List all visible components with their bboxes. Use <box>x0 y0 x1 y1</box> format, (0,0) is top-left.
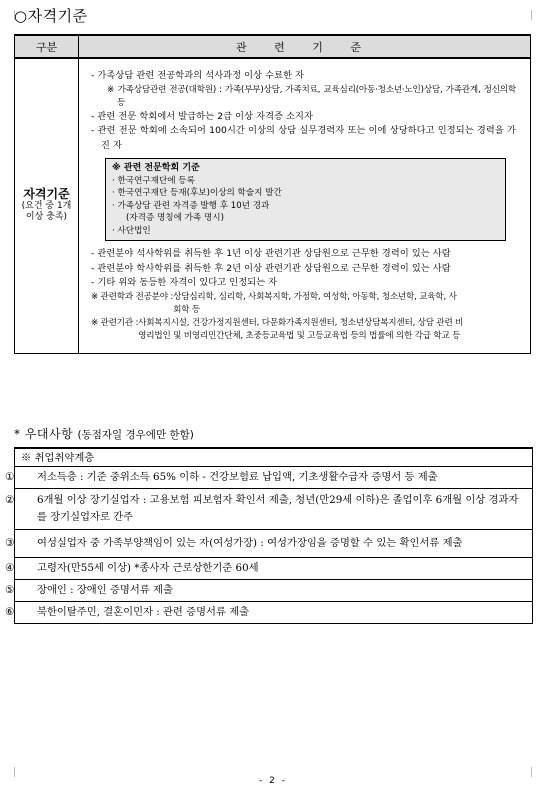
preference-item: ② 6개월 이상 장기실업자 : 고용보험 피보험자 확인서 제출, 청년(만29세 이하)은 졸업이후 6개월 이상 경과자를 장기실업자로 간주 <box>15 489 533 530</box>
table-row <box>15 58 531 353</box>
society-criteria-item: (자격증 명칭에 가족 명시) <box>126 213 224 223</box>
society-criteria-item: · 가족상담 관련 자격증 발행 후 10년 경과 <box>112 200 270 211</box>
criteria-line: - 관련 전문 학회에 소속되어 100시간 이상의 상담 실무경력자 또는 이에 상당하다고 인정되는 경력을 가진 자 <box>91 125 516 151</box>
page-number: - 2 - <box>259 776 287 786</box>
preference-header: ※ 취업취약계층 <box>15 448 533 467</box>
preference-item: ① 저소득층 : 기준 중위소득 65% 이하 - 건강보험료 납입액, 기초생활수급자 증명서 등 제출 <box>15 467 533 489</box>
page-corner-mark <box>521 10 532 20</box>
preference-title <box>14 425 194 442</box>
preference-title-text: * 우대사항 <box>14 427 74 441</box>
qualification-table <box>14 34 531 354</box>
preference-item: ④ 고령자(만55세 이상) *종사자 근로상한기준 60세 <box>15 558 533 580</box>
note-value: 상담심리학, 심리학, 사회복지학, 가정학, 여성학, 아동학, 청소년학, 교육학, 사회학 등 <box>173 291 457 315</box>
table-header-row <box>15 35 531 58</box>
row-label-main: 자격기준 <box>23 186 70 201</box>
note-label: ※ 관련기관 : <box>91 317 139 328</box>
society-criteria-title: ※ 관련 전문학회 기준 <box>112 163 200 173</box>
criteria-line: - 관련분야 석사학위를 취득한 후 1년 이상 관련기관 상담원으로 근무한 경력이 있는 사람 <box>91 248 451 259</box>
society-criteria-item: · 한국연구재단에 등록 <box>112 175 195 186</box>
preference-row <box>15 530 533 558</box>
related-institution-note <box>91 317 516 343</box>
preference-table <box>5 447 533 624</box>
society-criteria-box <box>105 158 506 241</box>
preference-item: ⑥ 북한이탈주민, 결혼이민자 : 관련 증명서류 제출 <box>15 602 533 624</box>
society-criteria-item: · 사단법인 <box>112 225 151 236</box>
preference-item: ⑤ 장애인 : 장애인 증명서류 제출 <box>15 580 533 602</box>
note-label: ※ 관련학과 전공분야 : <box>91 291 174 302</box>
criteria-note-line: ※ 가족상담관련 전공(대학원) : 가족(부부)상담, 가족치료, 교육심리(아동·청소년·노인)상담, 가족관계, 정신의학 등 <box>107 84 516 108</box>
note-value: 사회복지시설, 건강가정지원센터, 다문화가족지원센터, 청소년상담복지센터, 상담 관련 비영리법인 및 비영리민간단체, 초중등교육법 및 고등교육법 등의 법률에 의한 각급 학교 등 <box>138 317 464 341</box>
criteria-content <box>79 58 531 353</box>
preference-subtitle: (동점자일 경우에만 한함) <box>77 429 194 441</box>
preference-row <box>15 558 533 580</box>
section-title: ○자격기준 <box>14 7 88 25</box>
header-criteria: 관 련 기 준 <box>79 35 531 58</box>
preference-row <box>15 602 533 624</box>
preference-header-row <box>15 448 533 467</box>
criteria-line: - 관련분야 학사학위를 취득한 후 2년 이상 관련기관 상담원으로 근무한 경력이 있는 사람 <box>91 262 451 274</box>
related-major-note <box>91 291 516 317</box>
preference-row <box>15 580 533 602</box>
society-criteria-item: · 한국연구재단 등재(후보)이상의 학술지 발간 <box>112 188 282 198</box>
preference-row <box>15 467 533 489</box>
preference-item: ③ 여성실업자 중 가족부양책임이 있는 자(여성가장) : 여성가장임을 증명할 수 있는 확인서류 제출 <box>15 530 533 558</box>
row-label-sub: 이상 충족) <box>25 211 68 222</box>
criteria-line: - 가족상담 관련 전공학과의 석사과정 이상 수료한 자 <box>91 70 305 81</box>
criteria-line: - 기타 위와 동등한 자격이 있다고 인정되는 자 <box>91 277 278 288</box>
criteria-line: - 관련 전문 학회에서 발급하는 2급 이상 자격증 소지자 <box>91 110 314 122</box>
row-label-sub: (요건 중 1개 <box>21 200 72 211</box>
preference-row <box>15 489 533 530</box>
header-category: 구분 <box>15 35 79 58</box>
row-label <box>15 58 79 353</box>
